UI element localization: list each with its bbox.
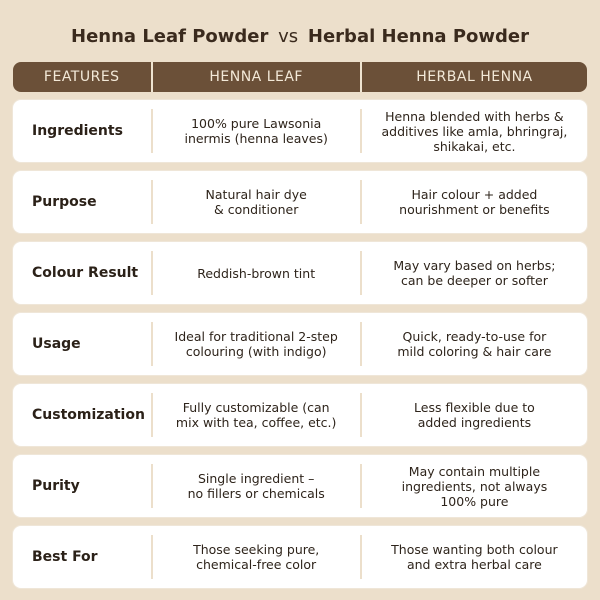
henna-leaf-cell: Those seeking pure, chemical-free color (193, 542, 320, 572)
table-row (13, 455, 587, 517)
henna-leaf-cell: Fully customizable (can mix with tea, coffee, etc.) (175, 400, 337, 430)
feature-label: Customization (32, 407, 145, 423)
table-row (13, 171, 587, 233)
herbal-henna-cell: Those wanting both colour and extra herbal care (391, 542, 558, 572)
table-header (13, 62, 587, 92)
table-row (13, 100, 587, 162)
herbal-henna-cell: Less flexible due to added ingredients (414, 400, 535, 430)
feature-label: Purity (32, 478, 80, 494)
title-right: Herbal Henna Powder (307, 26, 529, 47)
feature-label: Ingredients (32, 123, 123, 139)
henna-leaf-cell: Single ingredient – no fillers or chemicals (187, 471, 325, 501)
comparison-rows (13, 100, 587, 597)
feature-label: Colour Result (32, 265, 139, 281)
title-left: Henna Leaf Powder (71, 26, 269, 47)
henna-leaf-cell: 100% pure Lawsonia inermis (henna leaves) (184, 116, 328, 146)
feature-label: Usage (32, 336, 81, 352)
herbal-henna-cell: Hair colour + added nourishment or benefits (399, 187, 550, 217)
title-vs: vs (278, 26, 299, 47)
header-herbal-henna: HERBAL HENNA (416, 69, 533, 85)
herbal-henna-cell: May contain multiple ingredients, not always 100% pure (401, 463, 548, 509)
feature-label: Purpose (32, 194, 97, 210)
table-row (13, 242, 587, 304)
herbal-henna-cell: Quick, ready-to-use for mild coloring & hair care (397, 329, 552, 359)
table-row (13, 526, 587, 588)
henna-leaf-cell: Natural hair dye & conditioner (205, 187, 307, 217)
header-features: FEATURES (43, 69, 120, 85)
header-henna-leaf: HENNA LEAF (209, 69, 303, 85)
henna-leaf-cell: Ideal for traditional 2-step colouring (with indigo) (174, 329, 338, 359)
table-row (13, 313, 587, 375)
page-title (0, 26, 600, 47)
henna-leaf-cell: Reddish-brown tint (197, 265, 316, 281)
herbal-henna-cell: Henna blended with herbs & additives like amla, bhringraj, shikakai, etc. (381, 108, 568, 154)
herbal-henna-cell: May vary based on herbs; can be deeper or softer (393, 258, 556, 288)
table-row (13, 384, 587, 446)
feature-label: Best For (32, 549, 98, 565)
